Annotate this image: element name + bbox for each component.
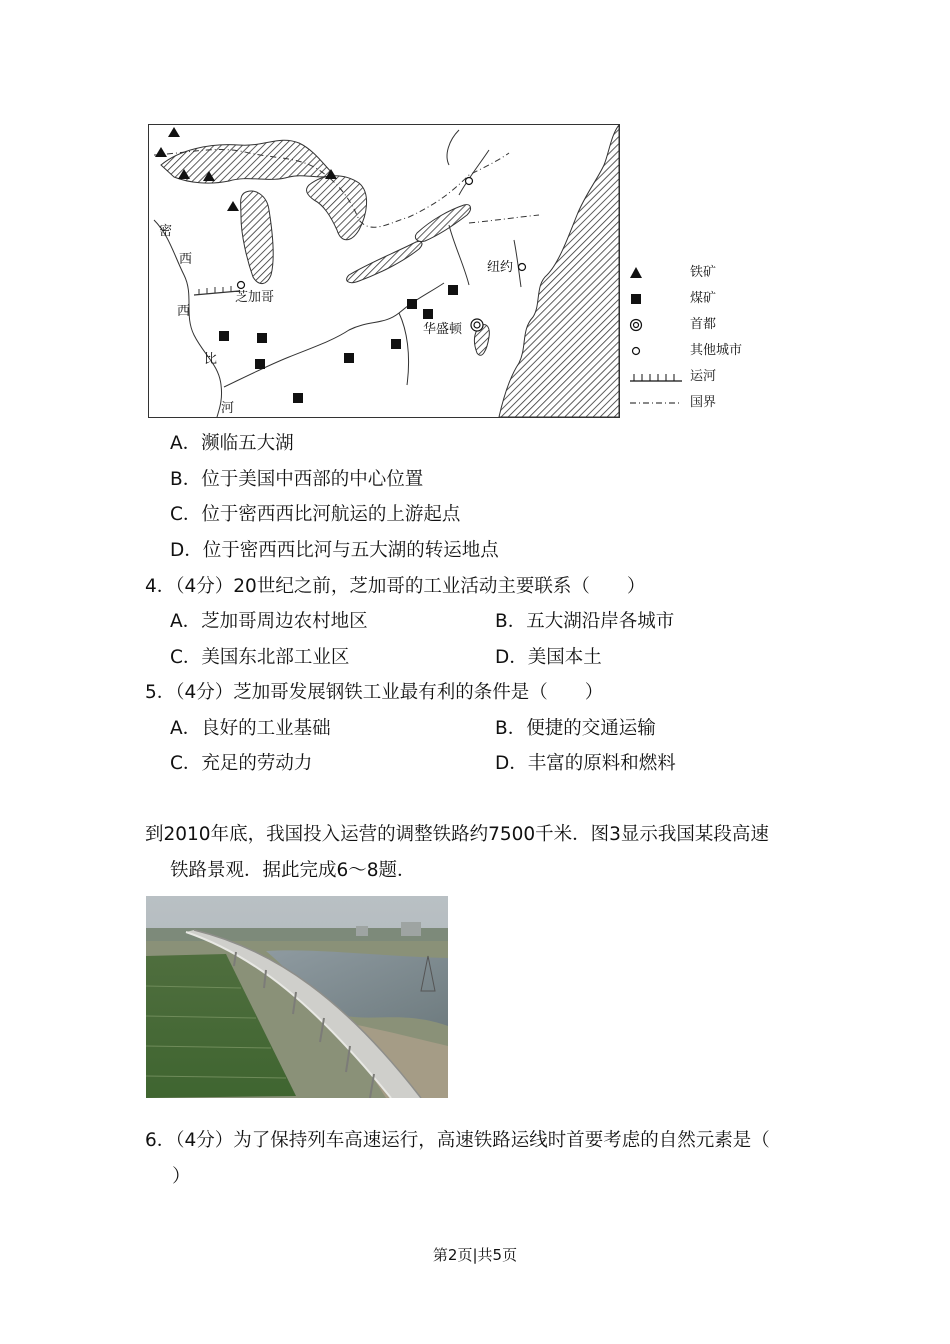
passage-line-1: 到2010年底，我国投入运营的调整铁路约7500千米．图3显示我国某段高速 <box>145 824 769 845</box>
q6-stem-line-1: 6．（4分）为了保持列车高速运行，高速铁路运线时首要考虑的自然元素是（ <box>145 1130 770 1151</box>
q4-option-d: D．美国本土 <box>495 647 602 668</box>
chicago-city-icon <box>238 282 245 289</box>
q3-option-b: B．位于美国中西部的中心位置 <box>170 469 424 490</box>
q6-stem-line-2: ） <box>172 1166 191 1187</box>
map-label-xi2: 西 <box>177 304 191 319</box>
canal <box>194 291 239 295</box>
passage-line-2: 铁路景观．据此完成6～8题． <box>170 860 416 881</box>
lake-ontario <box>415 205 470 242</box>
map-figure <box>148 124 620 418</box>
newyork-city-icon <box>519 264 526 271</box>
border-icon <box>628 392 686 414</box>
lake-erie <box>347 241 422 282</box>
q3-option-c: C．位于密西西比河航运的上游起点 <box>170 504 461 525</box>
capital-icon <box>628 314 686 336</box>
high-speed-railway-image <box>146 896 448 1098</box>
city-icon <box>628 340 686 362</box>
q4-option-c: C．美国东北部工业区 <box>170 647 350 668</box>
q4-option-b: B．五大湖沿岸各城市 <box>495 611 675 632</box>
map-label-chicago: 芝加哥 <box>235 290 275 305</box>
map-label-newyork: 纽约 <box>487 260 514 275</box>
map-label-bi: 比 <box>204 352 218 367</box>
great-lakes-map <box>149 125 619 417</box>
q4-stem: 4．（4分）20世纪之前，芝加哥的工业活动主要联系（ ） <box>145 576 646 597</box>
railway-photo <box>146 896 448 1098</box>
map-label-he: 河 <box>221 401 235 416</box>
q5-stem: 5．（4分）芝加哥发展钢铁工业最有利的条件是（ ） <box>145 682 604 703</box>
q5-option-c: C．充足的劳动力 <box>170 753 313 774</box>
page-footer: 第2页|共5页 <box>432 1246 518 1264</box>
square-icon <box>628 288 686 310</box>
map-label-washington: 华盛顿 <box>423 322 463 337</box>
triangle-icon <box>628 262 686 284</box>
map-label-xi1: 西 <box>179 252 193 267</box>
q3-option-a: A．濒临五大湖 <box>170 433 294 454</box>
atlantic-ocean <box>499 125 619 417</box>
q5-option-a: A．良好的工业基础 <box>170 718 331 739</box>
q5-option-d: D．丰富的原料和燃料 <box>495 753 676 774</box>
map-label-mi: 密 <box>159 224 173 239</box>
q3-option-d: D．位于密西西比河与五大湖的转运地点 <box>170 540 499 561</box>
q5-option-b: B．便捷的交通运输 <box>495 718 656 739</box>
q4-option-a: A．芝加哥周边农村地区 <box>170 611 368 632</box>
lake-michigan <box>241 191 274 284</box>
canal-icon <box>628 366 686 388</box>
lake-huron <box>307 176 367 240</box>
